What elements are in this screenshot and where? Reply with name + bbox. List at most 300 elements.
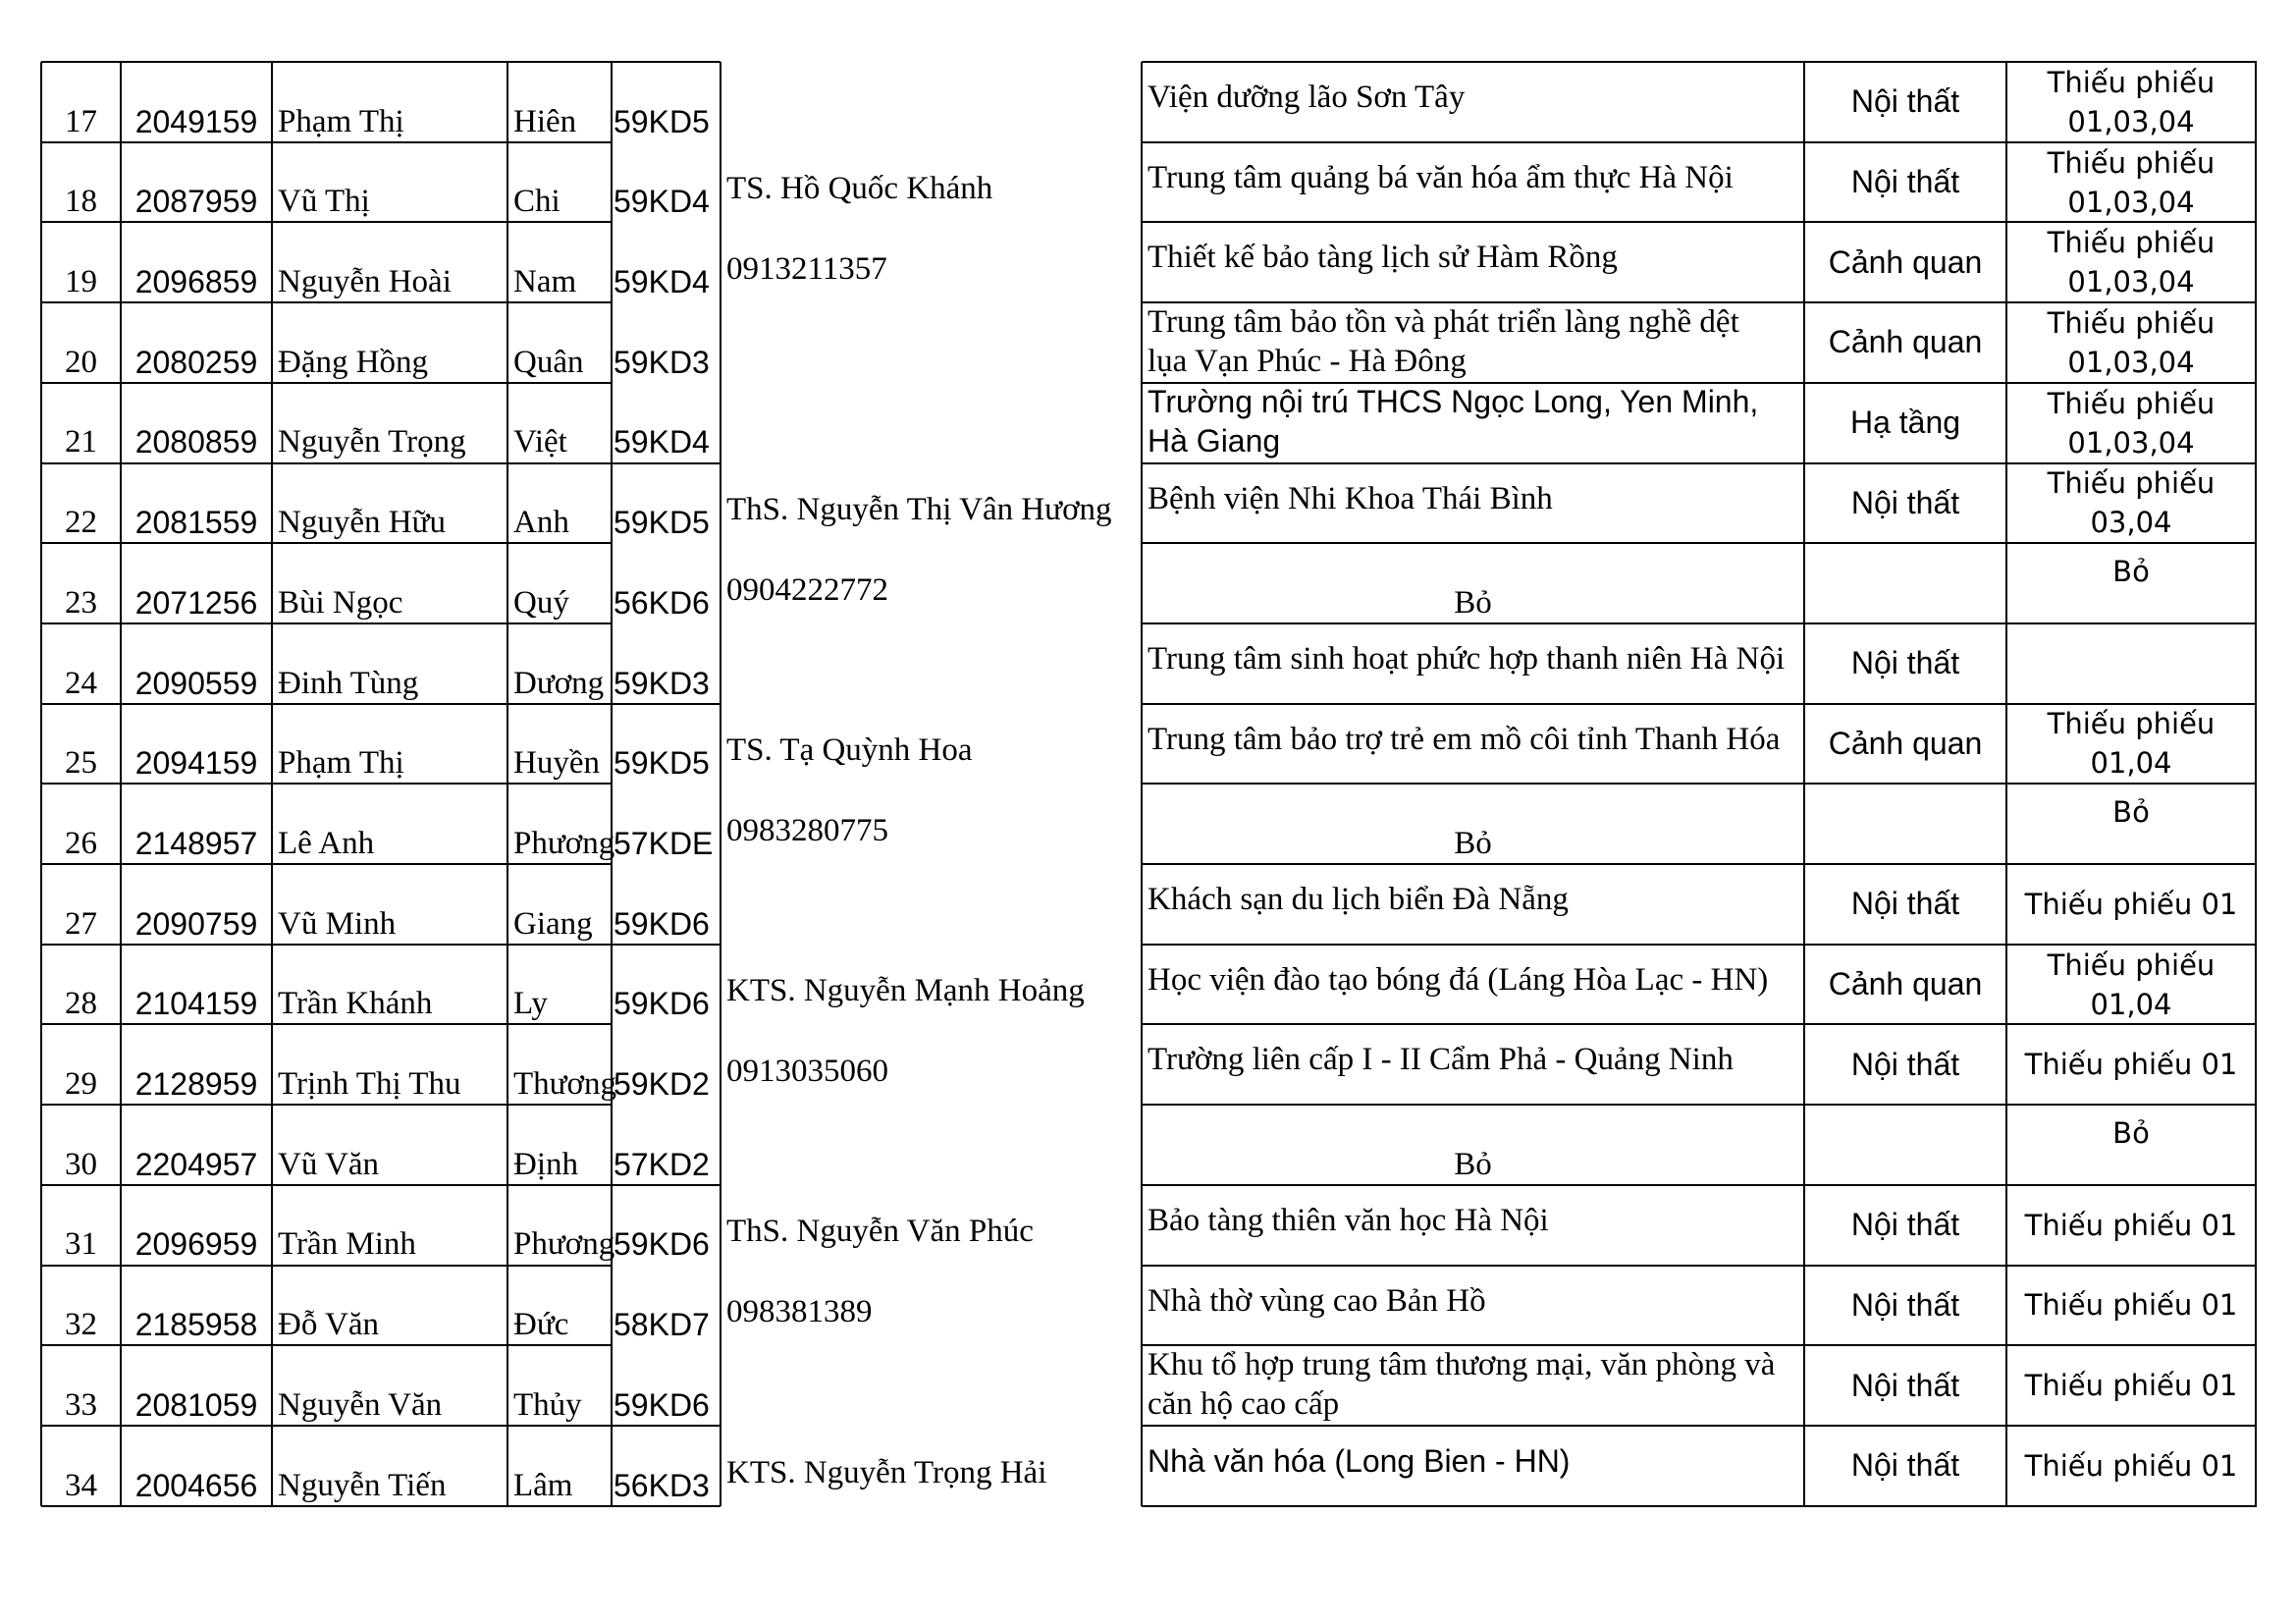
note (2006, 864, 2256, 945)
specialization (1804, 704, 2006, 785)
student-id-text: 2096859 (134, 264, 258, 300)
class-code (614, 1345, 722, 1426)
class-code (614, 1024, 722, 1105)
row-number (41, 1105, 121, 1185)
topic (1142, 543, 1804, 623)
advisor-text: KTS. Nguyễn Trọng Hải (726, 1454, 1047, 1490)
surname (272, 704, 507, 785)
row-number (41, 623, 121, 704)
given-name (507, 302, 612, 383)
surname-text: Vũ Minh (278, 905, 397, 942)
specialization (1804, 543, 2006, 623)
surname-text: Nguyễn Tiến (278, 1467, 447, 1503)
note (2006, 463, 2256, 544)
topic (1142, 704, 1804, 785)
row-number-text: 29 (65, 1066, 97, 1103)
row-number (41, 543, 121, 623)
class-code (614, 62, 722, 142)
class-code-text: 59KD6 (614, 1386, 710, 1423)
note-text: Thiếu phiếu 01 (2024, 1448, 2238, 1483)
topic (1142, 62, 1804, 142)
note (2006, 142, 2256, 223)
class-code (614, 784, 722, 864)
note-text: Bỏ (2112, 1116, 2150, 1151)
student-id (121, 623, 272, 704)
note (2006, 784, 2256, 864)
surname (272, 1345, 507, 1426)
class-code (614, 543, 722, 623)
row-number (41, 222, 121, 302)
student-id (121, 1266, 272, 1346)
advisor (721, 1426, 1133, 1506)
student-id (121, 1185, 272, 1266)
advisor-text: 0913211357 (726, 251, 887, 288)
surname (272, 543, 507, 623)
advisor (721, 784, 1133, 864)
class-code-text: 59KD6 (614, 1226, 710, 1263)
row-number (41, 1024, 121, 1105)
surname (272, 222, 507, 302)
given-name-text: Ly (513, 986, 548, 1022)
advisor (721, 704, 1133, 785)
given-name-text: Chi (513, 184, 561, 220)
specialization-text: Cảnh quan (1828, 966, 1983, 1002)
class-code (614, 704, 722, 785)
given-name (507, 463, 612, 544)
given-name (507, 704, 612, 785)
student-id-text: 2090759 (134, 905, 258, 942)
class-code-text: 59KD4 (614, 264, 710, 300)
surname-text: Vũ Văn (278, 1146, 379, 1182)
advisor (721, 463, 1133, 544)
row-number-text: 19 (65, 264, 97, 300)
specialization-text: Cảnh quan (1828, 244, 1983, 280)
note-text: Bỏ (2112, 795, 2150, 830)
student-id (121, 1345, 272, 1426)
topic-text: Bỏ (1454, 1146, 1492, 1182)
class-code-text: 56KD6 (614, 584, 710, 621)
surname (272, 864, 507, 945)
row-number (41, 463, 121, 544)
given-name (507, 1105, 612, 1185)
row-number (41, 864, 121, 945)
topic-text: Trường nội trú THCS Ngọc Long, Yen Minh, Hà Giang (1148, 384, 1759, 460)
student-id-text: 2090559 (134, 665, 258, 701)
specialization-text: Nội thất (1850, 1367, 1960, 1403)
note-text: Thiếu phiếu 01,04 (2047, 707, 2216, 781)
topic (1142, 1426, 1804, 1506)
surname-text: Đặng Hồng (278, 344, 429, 380)
topic-text: Khách sạn du lịch biển Đà Nẵng (1148, 882, 1569, 917)
given-name-text: Anh (513, 505, 569, 541)
specialization-text: Nội thất (1850, 164, 1960, 200)
note-text: Thiếu phiếu 01,03,04 (2047, 386, 2216, 460)
student-id (121, 62, 272, 142)
advisor (721, 1185, 1133, 1266)
topic-text: Học viện đào tạo bóng đá (Láng Hòa Lạc - HN) (1148, 961, 1769, 998)
row-number-text: 27 (65, 905, 97, 942)
topic (1142, 1024, 1804, 1105)
student-id (121, 1426, 272, 1506)
given-name (507, 222, 612, 302)
student-id (121, 1024, 272, 1105)
student-id-text: 2128959 (134, 1066, 258, 1103)
given-name (507, 784, 615, 864)
row-number-text: 26 (65, 825, 97, 861)
surname (272, 1266, 507, 1346)
given-name-text: Quân (513, 344, 584, 380)
specialization (1804, 302, 2006, 383)
specialization (1804, 463, 2006, 544)
surname (272, 302, 507, 383)
note (2006, 623, 2256, 704)
topic (1142, 302, 1804, 383)
row-number-text: 20 (65, 344, 97, 380)
specialization-text: Nội thất (1850, 886, 1960, 922)
row-number (41, 1345, 121, 1426)
specialization (1804, 623, 2006, 704)
topic (1142, 784, 1804, 864)
row-number-text: 34 (65, 1467, 97, 1503)
specialization (1804, 1185, 2006, 1266)
class-code (614, 1266, 722, 1346)
row-number (41, 62, 121, 142)
specialization (1804, 1426, 2006, 1506)
topic-text: Viện dưỡng lão Sơn Tây (1148, 80, 1466, 115)
specialization (1804, 784, 2006, 864)
given-name (507, 623, 612, 704)
surname (272, 623, 507, 704)
row-number (41, 1266, 121, 1346)
class-code-text: 59KD3 (614, 344, 710, 380)
surname-text: Đinh Tùng (278, 665, 419, 701)
advisor (721, 222, 1133, 302)
given-name (507, 62, 612, 142)
class-code (614, 623, 722, 704)
specialization (1804, 383, 2006, 463)
specialization-text: Cảnh quan (1828, 725, 1983, 761)
specialization-text: Nội thất (1850, 645, 1960, 681)
advisor (721, 1266, 1133, 1346)
student-id-text: 2096959 (134, 1226, 258, 1263)
class-code-text: 59KD3 (614, 665, 710, 701)
topic-text: Bỏ (1454, 584, 1492, 621)
student-id-text: 2104159 (134, 986, 258, 1022)
advisor-text: ThS. Nguyễn Thị Vân Hương (726, 492, 1112, 528)
given-name (507, 1185, 615, 1266)
surname-text: Đỗ Văn (278, 1307, 379, 1343)
topic (1142, 142, 1804, 223)
class-code (614, 463, 722, 544)
topic (1142, 945, 1804, 1025)
class-code-text: 59KD5 (614, 103, 710, 139)
note (2006, 62, 2256, 142)
row-number (41, 945, 121, 1025)
student-id-text: 2071256 (134, 584, 258, 621)
topic (1142, 1266, 1804, 1346)
topic-text: Trung tâm bảo trợ trẻ em mồ côi tỉnh Thanh Hóa (1148, 721, 1781, 757)
note (2006, 704, 2256, 785)
class-code-text: 59KD2 (614, 1066, 710, 1103)
specialization-text: Nội thất (1850, 1046, 1960, 1082)
student-id (121, 543, 272, 623)
class-code-text: 59KD4 (614, 424, 710, 460)
note (2006, 1024, 2256, 1105)
given-name-text: Định (513, 1146, 578, 1182)
advisor-text: TS. Tạ Quỳnh Hoa (726, 732, 973, 769)
topic-text: Bảo tàng thiên văn học Hà Nội (1148, 1202, 1549, 1238)
given-name (507, 543, 612, 623)
surname-text: Bùi Ngọc (278, 584, 403, 621)
surname-text: Trần Khánh (278, 986, 433, 1022)
row-number (41, 704, 121, 785)
topic-text: Trung tâm quảng bá văn hóa ẩm thực Hà Nội (1148, 159, 1734, 195)
student-id (121, 864, 272, 945)
row-number-text: 28 (65, 986, 97, 1022)
student-id (121, 383, 272, 463)
specialization (1804, 1345, 2006, 1426)
specialization-text: Nội thất (1850, 1286, 1960, 1323)
student-id-text: 2004656 (134, 1467, 258, 1503)
student-id (121, 1105, 272, 1185)
advisor-text: 098381389 (726, 1294, 873, 1330)
topic-text: Bỏ (1454, 825, 1492, 861)
given-name (507, 383, 612, 463)
class-code-text: 59KD5 (614, 505, 710, 541)
note-text: Thiếu phiếu 01,03,04 (2047, 226, 2216, 299)
note-text: Thiếu phiếu 01 (2024, 1369, 2238, 1403)
row-number-text: 17 (65, 103, 97, 139)
class-code (614, 1185, 722, 1266)
surname-text: Nguyễn Hữu (278, 505, 446, 541)
surname-text: Vũ Thị (278, 184, 370, 220)
row-number-text: 21 (65, 424, 97, 460)
note (2006, 1266, 2256, 1346)
surname (272, 1024, 507, 1105)
surname (272, 1105, 507, 1185)
class-code-text: 59KD6 (614, 905, 710, 942)
class-code (614, 383, 722, 463)
specialization (1804, 62, 2006, 142)
given-name (507, 864, 612, 945)
class-code-text: 56KD3 (614, 1467, 710, 1503)
class-code-text: 57KDE (614, 825, 714, 861)
topic (1142, 1345, 1804, 1426)
surname (272, 142, 507, 223)
given-name-text: Phương (513, 1226, 615, 1263)
note-text: Thiếu phiếu 01 (2024, 1048, 2238, 1082)
surname-text: Nguyễn Hoài (278, 264, 452, 300)
surname-text: Trần Minh (278, 1226, 416, 1263)
topic (1142, 1105, 1804, 1185)
class-code-text: 57KD2 (614, 1146, 710, 1182)
note-text: Bỏ (2112, 555, 2150, 589)
topic (1142, 1185, 1804, 1266)
given-name-text: Phương (513, 825, 615, 861)
class-code-text: 58KD7 (614, 1307, 710, 1343)
class-code (614, 302, 722, 383)
class-code (614, 1426, 722, 1506)
advisor (721, 543, 1133, 623)
topic (1142, 623, 1804, 704)
given-name-text: Lâm (513, 1467, 573, 1503)
advisor (721, 945, 1133, 1025)
row-number-text: 33 (65, 1386, 97, 1423)
advisor-text: 0904222772 (726, 571, 888, 608)
surname-text: Nguyễn Trọng (278, 424, 466, 460)
note (2006, 383, 2256, 463)
student-id-text: 2204957 (134, 1146, 258, 1182)
note (2006, 945, 2256, 1025)
given-name (507, 1345, 612, 1426)
advisor-text: 0913035060 (726, 1054, 888, 1090)
note-text: Thiếu phiếu 01,03,04 (2047, 145, 2216, 219)
given-name-text: Huyền (513, 745, 600, 782)
note-text: Thiếu phiếu 03,04 (2047, 466, 2216, 540)
given-name (507, 142, 612, 223)
surname (272, 1426, 507, 1506)
class-code (614, 1105, 722, 1185)
given-name-text: Đức (513, 1307, 569, 1343)
note (2006, 1426, 2256, 1506)
surname-text: Phạm Thị (278, 103, 404, 139)
row-number (41, 383, 121, 463)
topic-text: Trường liên cấp I - II Cẩm Phả - Quảng Ninh (1148, 1042, 1734, 1078)
given-name (507, 1024, 616, 1105)
row-number-text: 24 (65, 665, 97, 701)
note-text: Thiếu phiếu 01,03,04 (2047, 65, 2216, 138)
student-id (121, 302, 272, 383)
topic-text: Trung tâm sinh hoạt phức hợp thanh niên Hà Nội (1148, 640, 1786, 677)
topic-text: Khu tổ hợp trung tâm thương mại, văn phòng và căn hộ cao cấp (1148, 1346, 1776, 1422)
given-name (507, 945, 612, 1025)
topic (1142, 864, 1804, 945)
surname (272, 1185, 507, 1266)
note (2006, 543, 2256, 623)
topic-text: Bệnh viện Nhi Khoa Thái Bình (1148, 480, 1553, 516)
specialization (1804, 945, 2006, 1025)
student-id-text: 2080859 (134, 424, 258, 460)
student-id (121, 463, 272, 544)
specialization (1804, 1024, 2006, 1105)
advisor-text: ThS. Nguyễn Văn Phúc (726, 1214, 1034, 1250)
topic-text: Trung tâm bảo tồn và phát triển làng nghề dệt lụa Vạn Phúc - Hà Đông (1148, 303, 1739, 379)
specialization-text: Nội thất (1850, 484, 1960, 520)
given-name-text: Nam (513, 264, 577, 300)
specialization (1804, 1266, 2006, 1346)
advisor-text: KTS. Nguyễn Mạnh Hoảng (726, 973, 1085, 1009)
advisor (721, 142, 1133, 223)
row-number (41, 1426, 121, 1506)
surname-text: Lê Anh (278, 825, 375, 861)
row-number-text: 22 (65, 505, 97, 541)
row-number-text: 30 (65, 1146, 97, 1182)
given-name (507, 1426, 612, 1506)
specialization-text: Cảnh quan (1828, 324, 1983, 360)
topic-text: Nhà văn hóa (Long Bien - HN) (1148, 1442, 1571, 1479)
student-id-text: 2049159 (134, 103, 258, 139)
surname (272, 784, 507, 864)
specialization (1804, 1105, 2006, 1185)
student-id-text: 2094159 (134, 745, 258, 782)
specialization-text: Nội thất (1850, 83, 1960, 120)
given-name (507, 1266, 612, 1346)
student-id-text: 2148957 (134, 825, 258, 861)
class-code (614, 864, 722, 945)
student-id-text: 2081059 (134, 1386, 258, 1423)
specialization-text: Hạ tầng (1849, 405, 1961, 441)
topic (1142, 222, 1804, 302)
surname-text: Nguyễn Văn (278, 1386, 443, 1423)
surname (272, 383, 507, 463)
surname-text: Trịnh Thị Thu (278, 1066, 461, 1103)
advisor-text: 0983280775 (726, 812, 888, 848)
given-name-text: Quý (513, 584, 569, 621)
student-id-text: 2087959 (134, 184, 258, 220)
surname (272, 463, 507, 544)
note-text: Thiếu phiếu 01 (2024, 1288, 2238, 1323)
class-code (614, 222, 722, 302)
topic (1142, 383, 1804, 463)
given-name-text: Thương (513, 1066, 616, 1103)
row-number (41, 302, 121, 383)
row-number-text: 25 (65, 745, 97, 782)
topic-text: Nhà thờ vùng cao Bản Hồ (1148, 1282, 1486, 1319)
row-number-text: 32 (65, 1307, 97, 1343)
note (2006, 1345, 2256, 1426)
class-code-text: 59KD6 (614, 986, 710, 1022)
note (2006, 222, 2256, 302)
specialization (1804, 864, 2006, 945)
given-name-text: Giang (513, 905, 593, 942)
surname (272, 945, 507, 1025)
student-id (121, 142, 272, 223)
student-id (121, 945, 272, 1025)
class-code (614, 945, 722, 1025)
note (2006, 302, 2256, 383)
row-number (41, 784, 121, 864)
advisor (721, 1024, 1133, 1105)
given-name-text: Thủy (513, 1386, 582, 1423)
note-text: Thiếu phiếu 01 (2024, 887, 2238, 921)
specialization (1804, 142, 2006, 223)
note (2006, 1105, 2256, 1185)
row-number-text: 18 (65, 184, 97, 220)
student-id-text: 2081559 (134, 505, 258, 541)
advisor-text: TS. Hồ Quốc Khánh (726, 171, 993, 207)
specialization (1804, 222, 2006, 302)
specialization-text: Nội thất (1850, 1207, 1960, 1243)
student-id-text: 2185958 (134, 1307, 258, 1343)
topic-text: Thiết kế bảo tàng lịch sử Hàm Rồng (1148, 240, 1618, 276)
row-number-text: 31 (65, 1226, 97, 1263)
student-id (121, 704, 272, 785)
topic (1142, 463, 1804, 544)
given-name-text: Dương (513, 665, 605, 701)
student-id-text: 2080259 (134, 344, 258, 380)
given-name-text: Việt (513, 424, 567, 460)
class-code (614, 142, 722, 223)
class-code-text: 59KD5 (614, 745, 710, 782)
note-text: Thiếu phiếu 01,04 (2047, 947, 2216, 1021)
surname-text: Phạm Thị (278, 745, 404, 782)
given-name-text: Hiên (513, 103, 577, 139)
note (2006, 1185, 2256, 1266)
student-id (121, 784, 272, 864)
surname (272, 62, 507, 142)
row-number-text: 23 (65, 584, 97, 621)
note-text: Thiếu phiếu 01 (2024, 1208, 2238, 1242)
